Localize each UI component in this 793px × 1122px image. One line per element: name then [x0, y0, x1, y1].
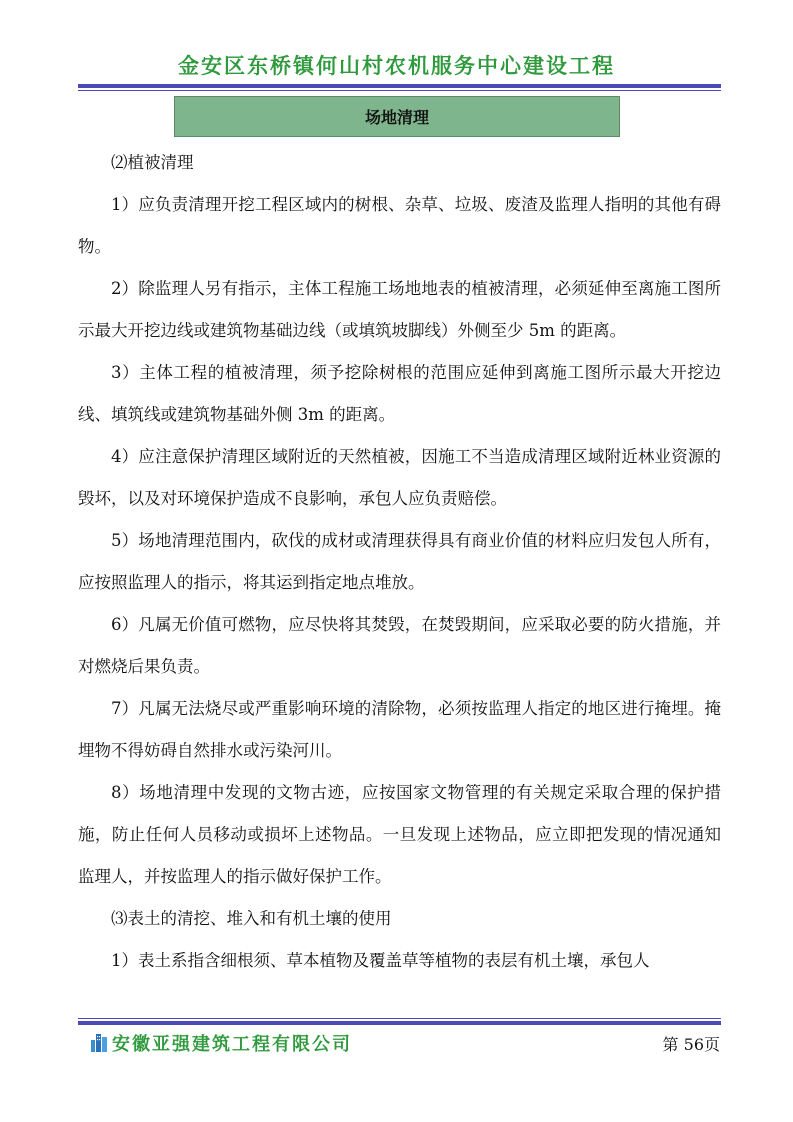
paragraph: 6）凡属无价值可燃物，应尽快将其焚毁，在焚毁期间，应采取必要的防火措施，并对燃烧后果负责。 [78, 615, 721, 676]
footer-rule-thick [78, 1021, 721, 1025]
paragraph: 1）应负责清理开挖工程区域内的树根、杂草、垃圾、废渣及监理人指明的其他有碍物。 [78, 195, 721, 256]
footer-page-number: 第 56页 [662, 1035, 720, 1054]
header-rule-thin [78, 90, 721, 91]
paragraph-subheading: ⑶表土的清挖、堆入和有机土壤的使用 [111, 909, 392, 928]
paragraph: 7）凡属无法烧尽或严重影响环境的清除物，必须按监理人指定的地区进行掩埋。掩埋物不得妨碍自然排水或污染河川。 [78, 699, 721, 760]
paragraph: 8）场地清理中发现的文物古迹，应按国家文物管理的有关规定采取合理的保护措施，防止任何人员移动或损坏上述物品。一旦发现上述物品，应立即把发现的情况通知监理人，并按监理人的指示做好保护工作。 [78, 783, 721, 886]
paragraph: 5）场地清理范围内，砍伐的成材或清理获得具有商业价值的材料应归发包人所有，应按照监理人的指示，将其运到指定地点堆放。 [78, 531, 721, 592]
section-title-box [174, 96, 620, 137]
document-body [78, 142, 721, 982]
building-logo-icon [90, 1032, 108, 1052]
paragraph: 4）应注意保护清理区域附近的天然植被，因施工不当造成清理区域附近林业资源的毁坏，以及对环境保护造成不良影响，承包人应负责赔偿。 [78, 447, 721, 508]
section-title: 场地清理 [364, 108, 429, 127]
document-header-title: 金安区东桥镇何山村农机服务中心建设工程 [178, 54, 615, 78]
paragraph-subheading: ⑵植被清理 [111, 153, 194, 172]
paragraph: 1）表土系指含细根须、草本植物及覆盖草等植物的表层有机土壤，承包人 [111, 951, 650, 970]
paragraph: 2）除监理人另有指示，主体工程施工场地地表的植被清理，必须延伸至离施工图所示最大开挖边线或建筑物基础边线（或填筑坡脚线）外侧至少 5m 的距离。 [78, 279, 721, 340]
paragraph: 3）主体工程的植被清理，须予挖除树根的范围应延伸到离施工图所示最大开挖边线、填筑线或建筑物基础外侧 3m 的距离。 [78, 363, 721, 424]
footer-company-name: 安徽亚强建筑工程有限公司 [112, 1034, 352, 1055]
footer-rule-thin [78, 1018, 721, 1019]
header-rule-thick [78, 84, 721, 88]
